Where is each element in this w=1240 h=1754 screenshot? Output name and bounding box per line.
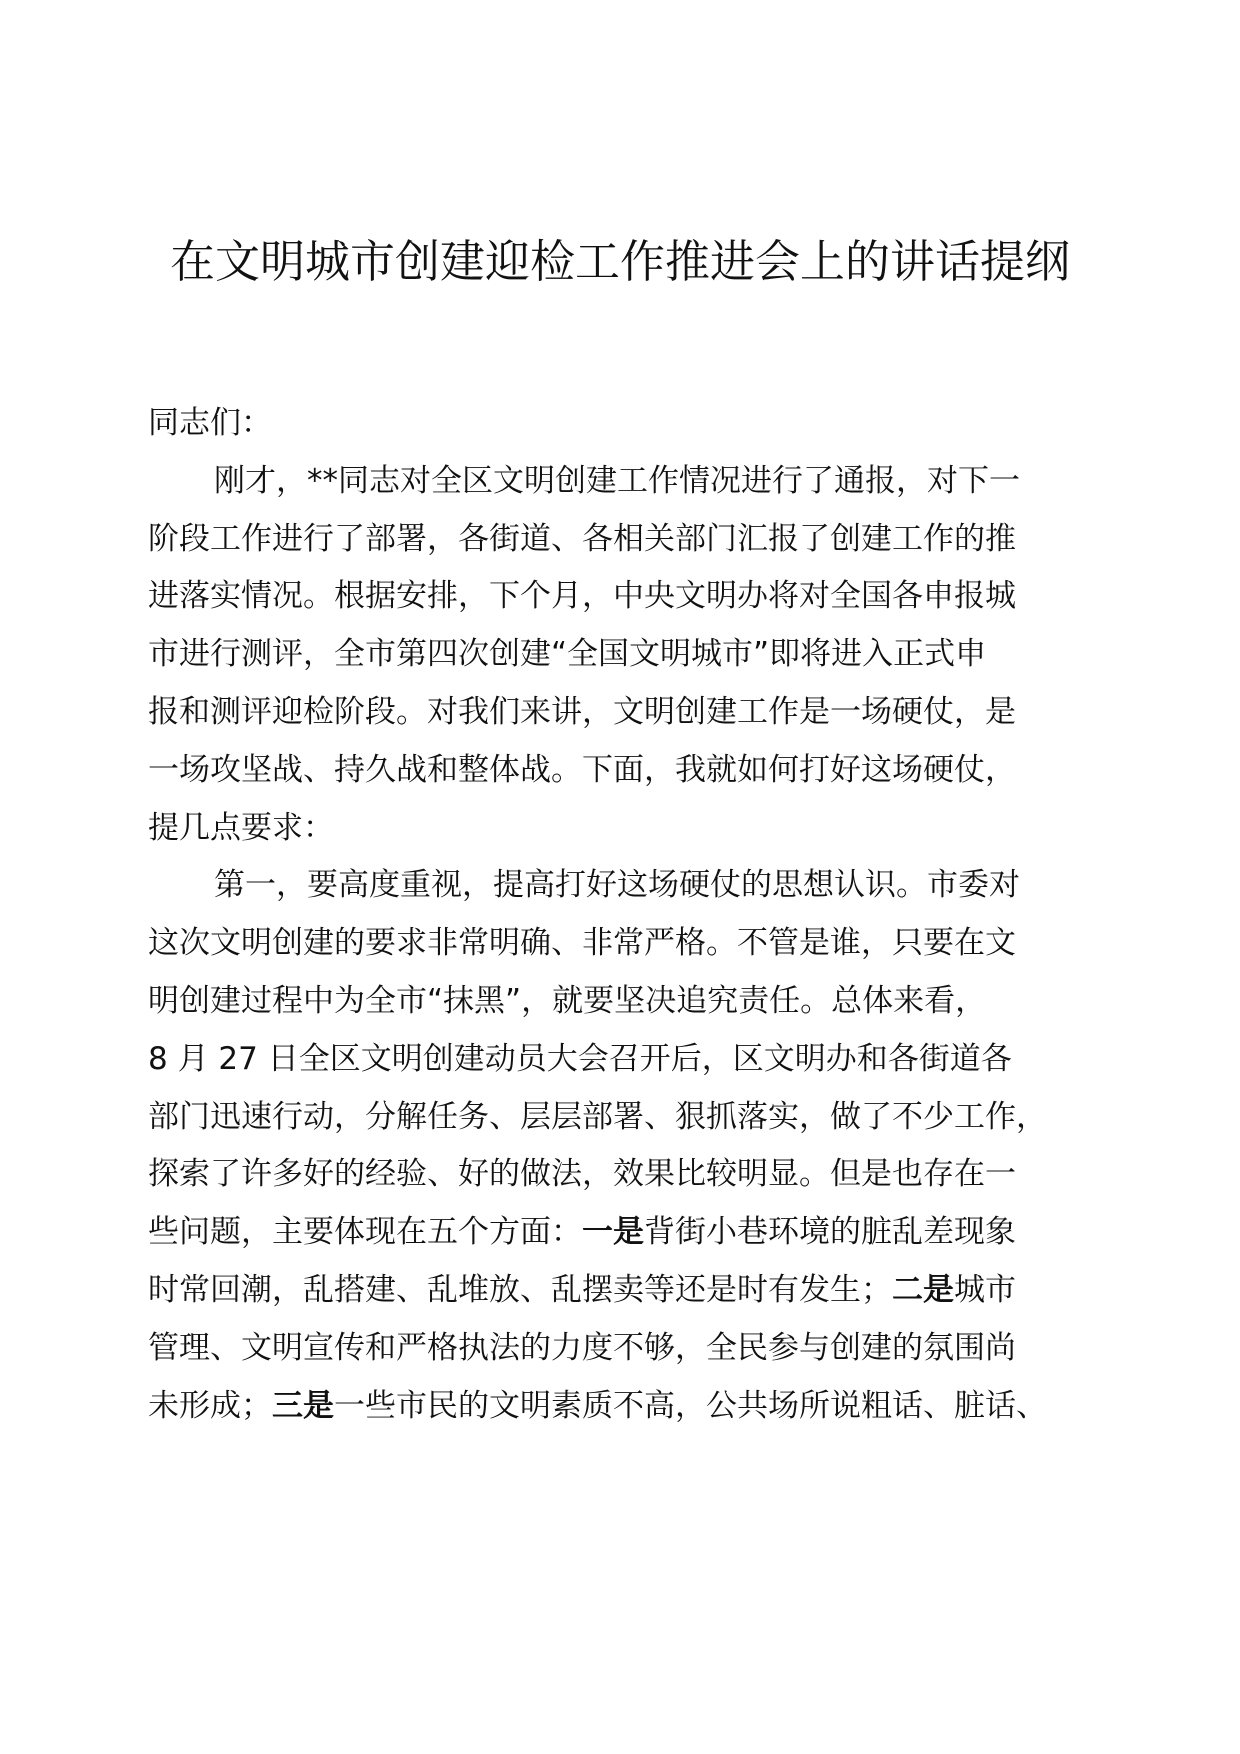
paragraph-line (214, 852, 1020, 918)
paragraph-line (148, 1199, 1016, 1265)
paragraph-line (148, 679, 1016, 745)
paragraph-line (148, 1315, 1016, 1381)
salutation: 同志们： (148, 405, 272, 441)
line-text: 城市 (954, 1272, 1016, 1308)
line-text: 未形成； (148, 1387, 272, 1424)
emphasis-text: 二是 (892, 1272, 954, 1308)
line-text: 报和测评迎检阶段。对我们来讲，文明创建工作是一场硬仗，是 (148, 694, 1016, 730)
line-text: 提几点要求： (148, 809, 334, 846)
line-text: 进落实情况。根据安排，下个月，中央文明办将对全国各申报城 (148, 578, 1016, 615)
paragraph-line (148, 1084, 1047, 1150)
paragraph-line (214, 448, 1020, 514)
paragraph-line (148, 737, 1016, 803)
paragraph-line (148, 910, 1016, 976)
line-text: 明创建过程中为全市“抹黑”，就要坚决追究责任。总体来看， (148, 983, 987, 1019)
line-text: 这次文明创建的要求非常明确、非常严格。不管是谁，只要在文 (148, 925, 1016, 962)
paragraph-line (148, 1026, 1012, 1092)
paragraph-line (148, 1373, 1047, 1439)
line-text: 第一，要高度重视，提高打好这场硬仗的思想认识。市委对 (214, 867, 1020, 904)
line-text: 探索了许多好的经验、好的做法，效果比较明显。但是也存在一 (148, 1156, 1016, 1193)
document-title: 在文明城市创建迎检工作推进会上的讲话提纲 (169, 235, 1070, 288)
line-text: 市进行测评，全市第四次创建“全国文明城市”即将进入正式申 (148, 636, 987, 673)
paragraph-line (148, 1257, 1016, 1323)
line-text: 阶段工作进行了部署，各街道、各相关部门汇报了创建工作的推 (148, 520, 1016, 557)
emphasis-text: 三是 (272, 1387, 334, 1424)
emphasis-text: 一是 (582, 1214, 644, 1251)
paragraph-line (148, 563, 1016, 629)
line-text: 背街小巷环境的脏乱差现象 (644, 1214, 1016, 1251)
line-text: 8 月 27 日全区文明创建动员大会召开后，区文明办和各街道各 (148, 1040, 1012, 1077)
line-text: 刚才，**同志对全区文明创建工作情况进行了通报，对下一 (214, 462, 1020, 499)
line-text: 一些市民的文明素质不高，公共场所说粗话、脏话、 (334, 1387, 1047, 1424)
line-text: 时常回潮，乱搭建、乱堆放、乱摆卖等还是时有发生； (148, 1272, 892, 1308)
paragraph-line (148, 621, 986, 687)
paragraph-line (148, 968, 986, 1034)
paragraph-line (148, 1141, 1016, 1207)
line-text: 管理、文明宣传和严格执法的力度不够，全民参与创建的氛围尚 (148, 1329, 1016, 1366)
line-text: 部门迅速行动，分解任务、层层部署、狠抓落实，做了不少工作， (148, 1098, 1047, 1135)
paragraph-line (148, 795, 334, 861)
line-text: 些问题，主要体现在五个方面： (148, 1214, 582, 1251)
paragraph-line (148, 506, 1016, 572)
line-text: 一场攻坚战、持久战和整体战。下面，我就如何打好这场硬仗， (148, 751, 1016, 788)
